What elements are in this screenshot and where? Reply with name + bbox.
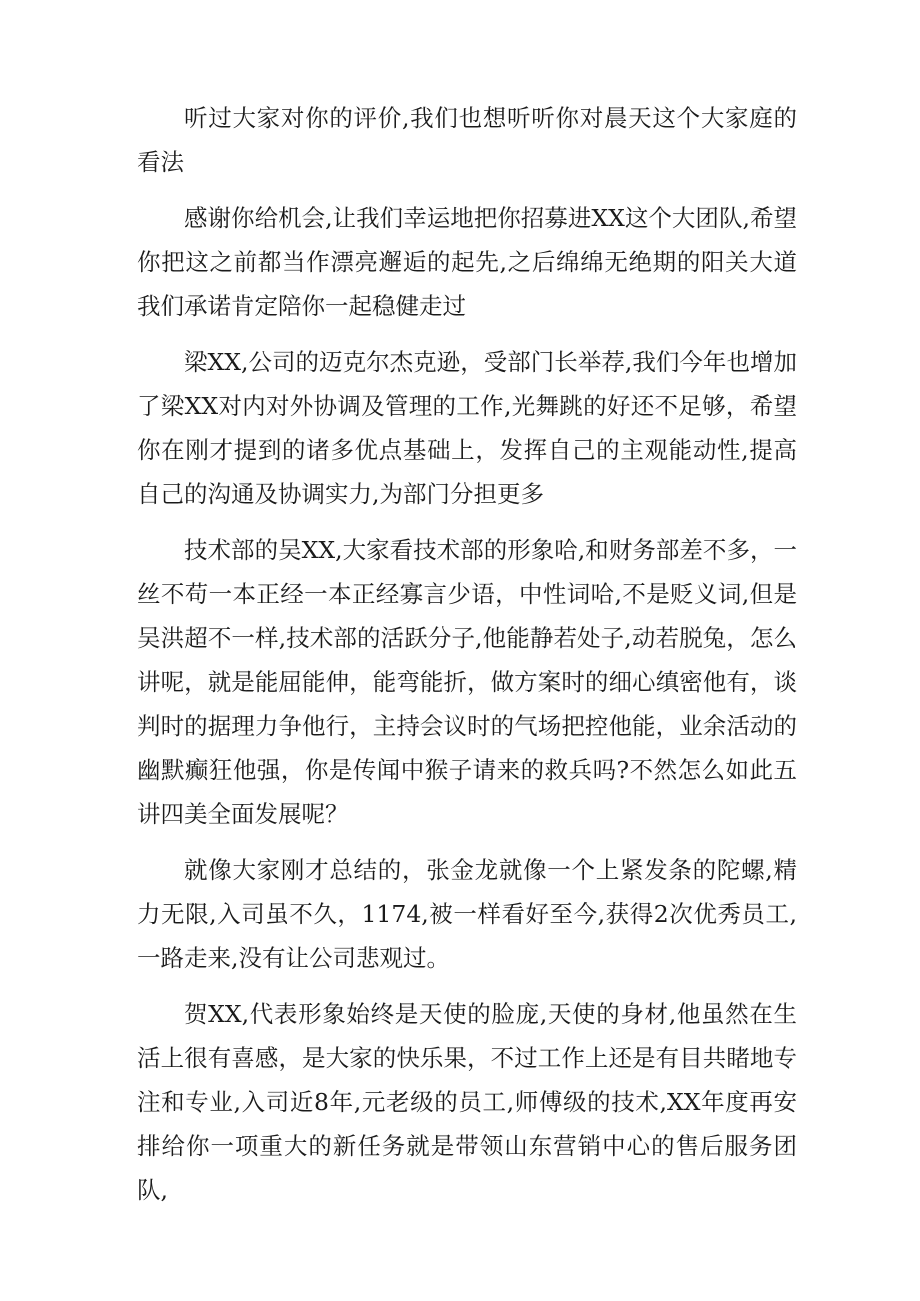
paragraph-wu: 技术部的吴XX,大家看技术部的形象哈,和财务部差不多，一丝不苟一本正经一本正经寡言少语，中性词哈,不是贬义词,但是吴洪超不一样,技术部的活跃分子,他能静若处子,动若脱兔，怎么讲呢，就是能屈能伸，能弯能折，做方案时的细心缜密他有，谈判时的据理力争他行，主持会议时的气场把控他能，业余活动的幽默癫狂他强，你是传闻中猴子请来的救兵吗?不然怎么如此五讲四美全面发展呢？ xyxy=(137,536,797,828)
paragraph-evaluation-question: 听过大家对你的评价,我们也想听听你对晨天这个大家庭的看法 xyxy=(137,104,797,176)
paragraph-he: 贺XX,代表形象始终是天使的脸庞,天使的身材,他虽然在生活上很有喜感，是大家的快乐果，不过工作上还是有目共睹地专注和专业,入司近8年,元老级的员工,师傅级的技术,XX年度再安排给你一项重大的新任务就是带领山东营销中心的售后服务团队, xyxy=(137,1000,797,1204)
paragraph-liang: 梁XX,公司的迈克尔杰克逊，受部门长举荐,我们今年也增加了梁XX对内对外协调及管理的工作,光舞跳的好还不足够，希望你在刚才提到的诸多优点基础上，发挥自己的主观能动性,提高自己的沟通及协调实力,为部门分担更多 xyxy=(137,348,797,508)
paragraph-zhang: 就像大家刚才总结的，张金龙就像一个上紧发条的陀螺,精力无限,入司虽不久，1174,被一样看好至今,获得2次优秀员工,一路走来,没有让公司悲观过。 xyxy=(137,856,797,972)
paragraph-thanks: 感谢你给机会,让我们幸运地把你招募进XX这个大团队,希望你把这之前都当作漂亮邂逅的起先,之后绵绵无绝期的阳关大道我们承诺肯定陪你一起稳健走过 xyxy=(137,204,797,320)
document-body xyxy=(137,96,797,1224)
